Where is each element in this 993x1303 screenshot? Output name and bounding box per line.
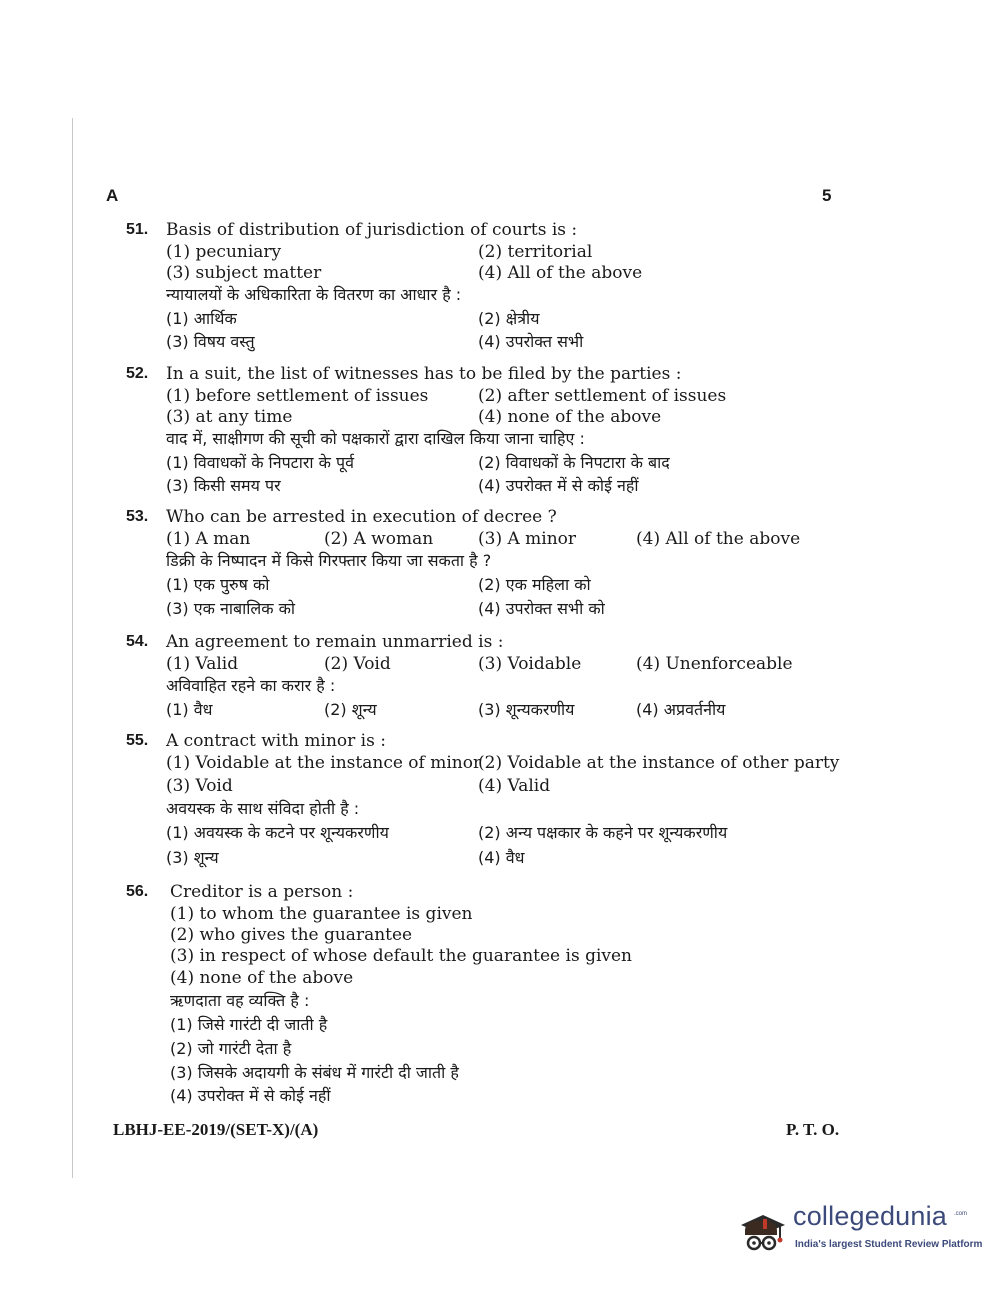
- option-hi-4: (4) उपरोक्त सभी को: [478, 599, 605, 618]
- margin-line: [72, 118, 73, 1178]
- option-en-2: (2) who gives the guarantee: [170, 925, 413, 945]
- option-en-1: (1) A man: [166, 529, 251, 549]
- option-en-1: (1) Valid: [166, 654, 239, 674]
- question-text-hi: ऋणदाता वह व्यक्ति है :: [170, 991, 310, 1010]
- option-en-1: (1) Voidable at the instance of minor: [166, 753, 482, 773]
- question-text-en: Creditor is a person :: [170, 882, 354, 902]
- question-text-hi: न्यायालयों के अधिकारिता के वितरण का आधार है :: [166, 285, 462, 304]
- pto-label: P. T. O.: [786, 1120, 840, 1139]
- option-hi-4: (4) उपरोक्त में से कोई नहीं: [478, 476, 639, 495]
- option-en-3: (3) at any time: [166, 407, 293, 427]
- question-number: 56.: [126, 883, 149, 900]
- option-en-2: (2) Void: [324, 654, 391, 674]
- logo-wordmark: collegedunia: [793, 1201, 948, 1231]
- mascot-icon: [735, 1201, 789, 1257]
- option-hi-3: (3) एक नाबालिक को: [166, 599, 296, 618]
- option-hi-3: (3) किसी समय पर: [166, 476, 281, 495]
- option-hi-2: (2) अन्य पक्षकार के कहने पर शून्यकरणीय: [478, 823, 728, 842]
- option-en-1: (1) to whom the guarantee is given: [170, 904, 473, 924]
- question-text-hi: डिक्री के निष्पादन में किसे गिरफ्तार किया जा सकता है ?: [166, 551, 492, 570]
- question-55: [126, 730, 846, 870]
- question-52: [126, 363, 826, 498]
- option-en-4: (4) Valid: [478, 776, 551, 796]
- question-number: 52.: [126, 365, 149, 382]
- question-number: 53.: [126, 508, 149, 525]
- question-text-en: In a suit, the list of witnesses has to be filed by the parties :: [166, 364, 682, 384]
- question-text-en: Who can be arrested in execution of decree ?: [166, 507, 557, 527]
- option-en-2: (2) after settlement of issues: [478, 386, 727, 406]
- option-en-3: (3) A minor: [478, 529, 577, 549]
- question-number: 54.: [126, 633, 149, 650]
- collegedunia-logo: [735, 1195, 983, 1265]
- option-en-4: (4) none of the above: [478, 407, 662, 427]
- option-hi-2: (2) जो गारंटी देता है: [170, 1039, 292, 1058]
- paper-code: LBHJ-EE-2019/(SET-X)/(A): [113, 1120, 319, 1139]
- option-hi-3: (3) जिसके अदायगी के संबंध में गारंटी दी जाती है: [170, 1063, 459, 1082]
- option-en-3: (3) subject matter: [166, 263, 322, 283]
- option-en-2: (2) Voidable at the instance of other party: [478, 753, 840, 773]
- page-number: 5: [822, 186, 832, 205]
- option-hi-1: (1) वैध: [166, 700, 213, 719]
- option-en-3: (3) Void: [166, 776, 233, 796]
- option-hi-2: (2) शून्य: [324, 700, 377, 719]
- question-51: [126, 219, 826, 354]
- question-text-hi: अवयस्क के साथ संविदा होती है :: [166, 799, 360, 818]
- option-hi-2: (2) क्षेत्रीय: [478, 309, 540, 328]
- section-label: A: [106, 186, 119, 205]
- option-hi-1: (1) एक पुरुष को: [166, 575, 270, 594]
- option-hi-2: (2) एक महिला को: [478, 575, 591, 594]
- question-text-en: An agreement to remain unmarried is :: [166, 632, 504, 652]
- option-hi-4: (4) अप्रवर्तनीय: [636, 700, 726, 719]
- question-text-hi: वाद में, साक्षीगण की सूची को पक्षकारों द्वारा दाखिल किया जाना चाहिए :: [166, 429, 585, 448]
- option-en-4: (4) Unenforceable: [636, 654, 793, 674]
- option-hi-3: (3) शून्य: [166, 848, 219, 867]
- option-hi-3: (3) शून्यकरणीय: [478, 700, 575, 719]
- option-hi-1: (1) विवाधकों के निपटारा के पूर्व: [166, 453, 355, 472]
- question-56: [126, 881, 826, 1106]
- option-hi-4: (4) वैध: [478, 848, 525, 867]
- question-53: [126, 506, 826, 621]
- option-hi-2: (2) विवाधकों के निपटारा के बाद: [478, 453, 670, 472]
- option-hi-1: (1) अवयस्क के कटने पर शून्यकरणीय: [166, 823, 389, 842]
- option-en-3: (3) in respect of whose default the guarantee is given: [170, 946, 633, 966]
- question-text-en: Basis of distribution of jurisdiction of courts is :: [166, 220, 578, 240]
- option-en-2: (2) territorial: [478, 242, 593, 262]
- logo-tagline: India's largest Student Review Platform: [795, 1239, 983, 1250]
- option-en-1: (1) pecuniary: [166, 242, 282, 262]
- question-54: [126, 631, 826, 721]
- option-en-2: (2) A woman: [324, 529, 434, 549]
- option-en-3: (3) Voidable: [478, 654, 582, 674]
- question-number: 55.: [126, 732, 149, 749]
- option-en-1: (1) before settlement of issues: [166, 386, 429, 406]
- option-hi-3: (3) विषय वस्तु: [166, 332, 255, 351]
- option-hi-4: (4) उपरोक्त सभी: [478, 332, 584, 351]
- option-hi-1: (1) आर्थिक: [166, 309, 237, 328]
- question-number: 51.: [126, 221, 149, 238]
- option-en-4: (4) All of the above: [636, 529, 801, 549]
- option-en-4: (4) none of the above: [170, 968, 354, 988]
- option-en-4: (4) All of the above: [478, 263, 643, 283]
- question-text-hi: अविवाहित रहने का करार है :: [166, 676, 336, 695]
- question-text-en: A contract with minor is :: [166, 731, 386, 751]
- logo-suffix: .com: [954, 1211, 968, 1217]
- option-hi-4: (4) उपरोक्त में से कोई नहीं: [170, 1086, 331, 1105]
- option-hi-1: (1) जिसे गारंटी दी जाती है: [170, 1015, 328, 1034]
